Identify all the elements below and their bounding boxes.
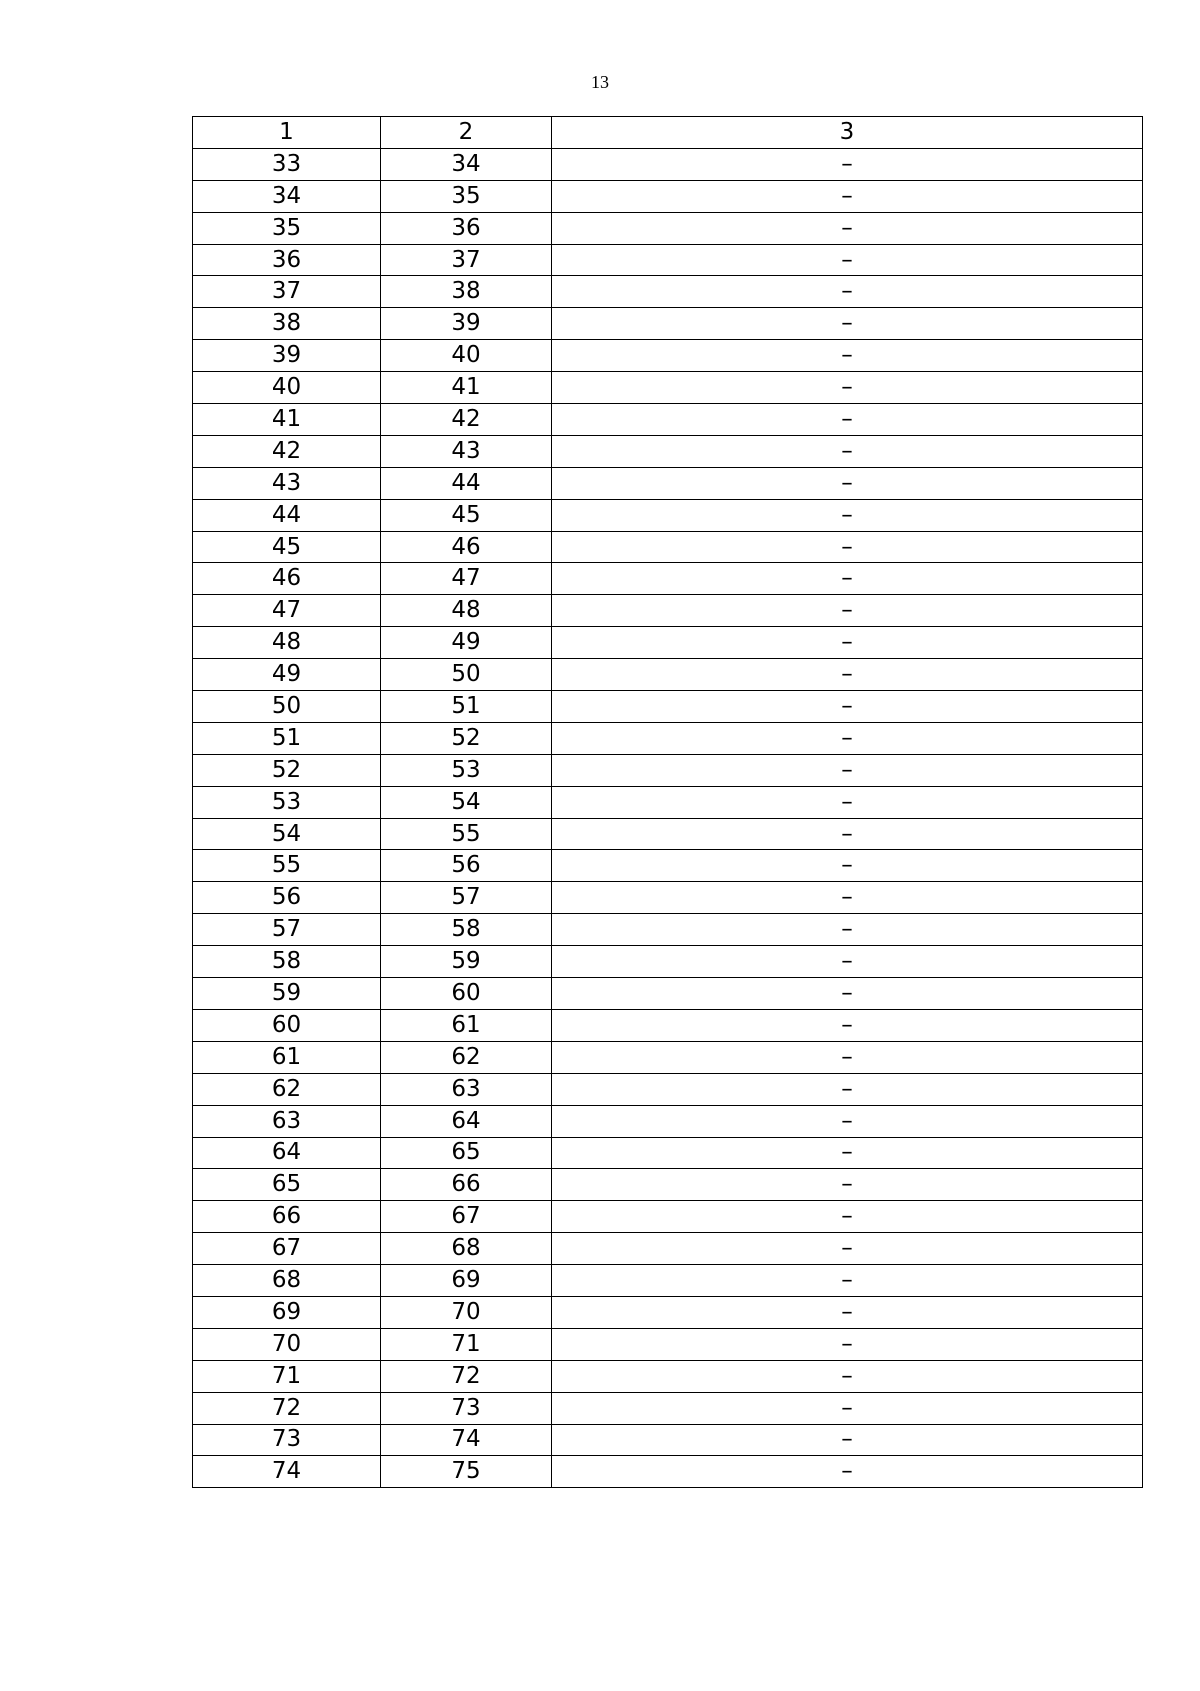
table-cell-col-2: 55 [381,818,552,850]
table-cell-col-1: 45 [193,531,381,563]
table-cell-col-1: 67 [193,1233,381,1265]
table-cell-col-3: – [552,531,1143,563]
table-row [193,404,1143,436]
table-cell-col-2: 57 [381,882,552,914]
page-number: 13 [591,72,609,92]
table-cell-col-1: 71 [193,1360,381,1392]
table-cell-col-3: – [552,1169,1143,1201]
table-row [193,1073,1143,1105]
table-cell-col-2: 64 [381,1105,552,1137]
table-cell-col-1: 55 [193,850,381,882]
table-row [193,818,1143,850]
table-row [193,882,1143,914]
table-cell-col-1: 52 [193,754,381,786]
table-row [193,1137,1143,1169]
table-cell-col-3: – [552,1328,1143,1360]
table-row [193,1456,1143,1488]
table-header-row [193,117,1143,149]
table-cell-col-1: 66 [193,1201,381,1233]
table-cell-col-2: 51 [381,691,552,723]
table-cell-col-3: – [552,148,1143,180]
table-cell-col-1: 40 [193,372,381,404]
table-cell-col-1: 64 [193,1137,381,1169]
table-cell-col-1: 54 [193,818,381,850]
table-cell-col-3: – [552,946,1143,978]
table-cell-col-3: – [552,1041,1143,1073]
table-cell-col-2: 73 [381,1392,552,1424]
table-row [193,1424,1143,1456]
table-row [193,148,1143,180]
table-cell-col-2: 46 [381,531,552,563]
table-cell-col-1: 69 [193,1296,381,1328]
table-row [193,308,1143,340]
table-cell-col-3: – [552,1073,1143,1105]
table-cell-col-2: 48 [381,595,552,627]
table-cell-col-3: – [552,754,1143,786]
table-row [193,340,1143,372]
table-cell-col-2: 61 [381,1009,552,1041]
table-cell-col-1: 73 [193,1424,381,1456]
table-row [193,1296,1143,1328]
table-row [193,914,1143,946]
table-row [193,1265,1143,1297]
table-cell-col-2: 60 [381,978,552,1010]
table-cell-col-3: – [552,499,1143,531]
table-cell-col-1: 36 [193,244,381,276]
table-cell-col-3: – [552,1201,1143,1233]
table-cell-col-2: 54 [381,786,552,818]
table-cell-col-3: – [552,372,1143,404]
table-row [193,276,1143,308]
table-row [193,1392,1143,1424]
table-cell-col-2: 45 [381,499,552,531]
table-cell-col-2: 35 [381,180,552,212]
table-cell-col-2: 53 [381,754,552,786]
table-cell-col-1: 70 [193,1328,381,1360]
table-cell-col-1: 41 [193,404,381,436]
table-cell-col-1: 53 [193,786,381,818]
table-cell-col-2: 69 [381,1265,552,1297]
table-cell-col-2: 37 [381,244,552,276]
table-cell-col-3: – [552,659,1143,691]
table-row [193,1201,1143,1233]
table-cell-col-1: 34 [193,180,381,212]
table-row [193,786,1143,818]
table-cell-col-2: 72 [381,1360,552,1392]
table-cell-col-2: 38 [381,276,552,308]
table-cell-col-3: – [552,1424,1143,1456]
table-body [193,148,1143,1487]
table-cell-col-1: 59 [193,978,381,1010]
table-row [193,531,1143,563]
table-cell-col-2: 63 [381,1073,552,1105]
table-cell-col-3: – [552,563,1143,595]
table-cell-col-2: 49 [381,627,552,659]
table-cell-col-1: 56 [193,882,381,914]
column-header-3: 3 [552,117,1143,149]
table-cell-col-1: 38 [193,308,381,340]
table-cell-col-3: – [552,435,1143,467]
table-cell-col-3: – [552,1233,1143,1265]
table-cell-col-1: 74 [193,1456,381,1488]
table-cell-col-2: 71 [381,1328,552,1360]
table-cell-col-1: 51 [193,722,381,754]
table-row [193,1169,1143,1201]
table-cell-col-3: – [552,595,1143,627]
table-row [193,627,1143,659]
table-cell-col-2: 43 [381,435,552,467]
table-cell-col-3: – [552,786,1143,818]
table-cell-col-2: 44 [381,467,552,499]
table-cell-col-3: – [552,627,1143,659]
table-cell-col-3: – [552,180,1143,212]
table-cell-col-3: – [552,722,1143,754]
table-cell-col-2: 75 [381,1456,552,1488]
table-cell-col-2: 74 [381,1424,552,1456]
table-cell-col-2: 34 [381,148,552,180]
table-cell-col-1: 37 [193,276,381,308]
table-row [193,212,1143,244]
table-row [193,467,1143,499]
table-row [193,435,1143,467]
table-cell-col-3: – [552,1392,1143,1424]
table-cell-col-2: 62 [381,1041,552,1073]
table-row [193,244,1143,276]
column-header-2: 2 [381,117,552,149]
table-cell-col-2: 58 [381,914,552,946]
table-cell-col-3: – [552,882,1143,914]
table-row [193,595,1143,627]
table-row [193,850,1143,882]
table-cell-col-1: 72 [193,1392,381,1424]
table-cell-col-2: 56 [381,850,552,882]
table-cell-col-3: – [552,1456,1143,1488]
table-row [193,1105,1143,1137]
table-row [193,1360,1143,1392]
table-cell-col-3: – [552,914,1143,946]
table-cell-col-2: 41 [381,372,552,404]
table-cell-col-3: – [552,1265,1143,1297]
table-cell-col-2: 68 [381,1233,552,1265]
table-cell-col-3: – [552,467,1143,499]
table-cell-col-3: – [552,818,1143,850]
table-cell-col-3: – [552,1360,1143,1392]
table-cell-col-2: 66 [381,1169,552,1201]
table-cell-col-1: 48 [193,627,381,659]
table-row [193,946,1143,978]
table-row [193,722,1143,754]
table-row [193,1041,1143,1073]
table-cell-col-1: 61 [193,1041,381,1073]
table-cell-col-1: 33 [193,148,381,180]
table-cell-col-1: 46 [193,563,381,595]
table-row [193,1233,1143,1265]
table-cell-col-1: 42 [193,435,381,467]
table-cell-col-1: 50 [193,691,381,723]
table-cell-col-2: 39 [381,308,552,340]
table-header [193,117,1143,149]
table-cell-col-3: – [552,308,1143,340]
table-row [193,499,1143,531]
table-cell-col-3: – [552,212,1143,244]
table-cell-col-3: – [552,691,1143,723]
table-row [193,1328,1143,1360]
table-row [193,691,1143,723]
column-header-1: 1 [193,117,381,149]
table-row [193,563,1143,595]
table-cell-col-2: 52 [381,722,552,754]
table-cell-col-2: 50 [381,659,552,691]
data-table [192,116,1143,1488]
table-cell-col-3: – [552,276,1143,308]
table-cell-col-3: – [552,850,1143,882]
table-cell-col-2: 42 [381,404,552,436]
table-row [193,978,1143,1010]
table-cell-col-1: 43 [193,467,381,499]
table-cell-col-3: – [552,244,1143,276]
table-cell-col-3: – [552,1137,1143,1169]
table-cell-col-1: 44 [193,499,381,531]
table-cell-col-3: – [552,978,1143,1010]
table-cell-col-1: 39 [193,340,381,372]
table-cell-col-1: 68 [193,1265,381,1297]
table-cell-col-1: 57 [193,914,381,946]
table-cell-col-3: – [552,1296,1143,1328]
table-cell-col-2: 47 [381,563,552,595]
table-cell-col-3: – [552,340,1143,372]
table-cell-col-3: – [552,404,1143,436]
table-row [193,372,1143,404]
table-row [193,754,1143,786]
table-row [193,180,1143,212]
table-cell-col-1: 58 [193,946,381,978]
table-cell-col-1: 63 [193,1105,381,1137]
table-cell-col-1: 60 [193,1009,381,1041]
table-cell-col-3: – [552,1105,1143,1137]
table-cell-col-2: 65 [381,1137,552,1169]
table-cell-col-2: 67 [381,1201,552,1233]
table-cell-col-2: 59 [381,946,552,978]
table-cell-col-2: 36 [381,212,552,244]
table-cell-col-2: 70 [381,1296,552,1328]
table-cell-col-1: 35 [193,212,381,244]
table-row [193,1009,1143,1041]
table-row [193,659,1143,691]
table-cell-col-1: 62 [193,1073,381,1105]
table-cell-col-1: 65 [193,1169,381,1201]
table-cell-col-2: 40 [381,340,552,372]
table-cell-col-1: 47 [193,595,381,627]
table-cell-col-1: 49 [193,659,381,691]
table-cell-col-3: – [552,1009,1143,1041]
